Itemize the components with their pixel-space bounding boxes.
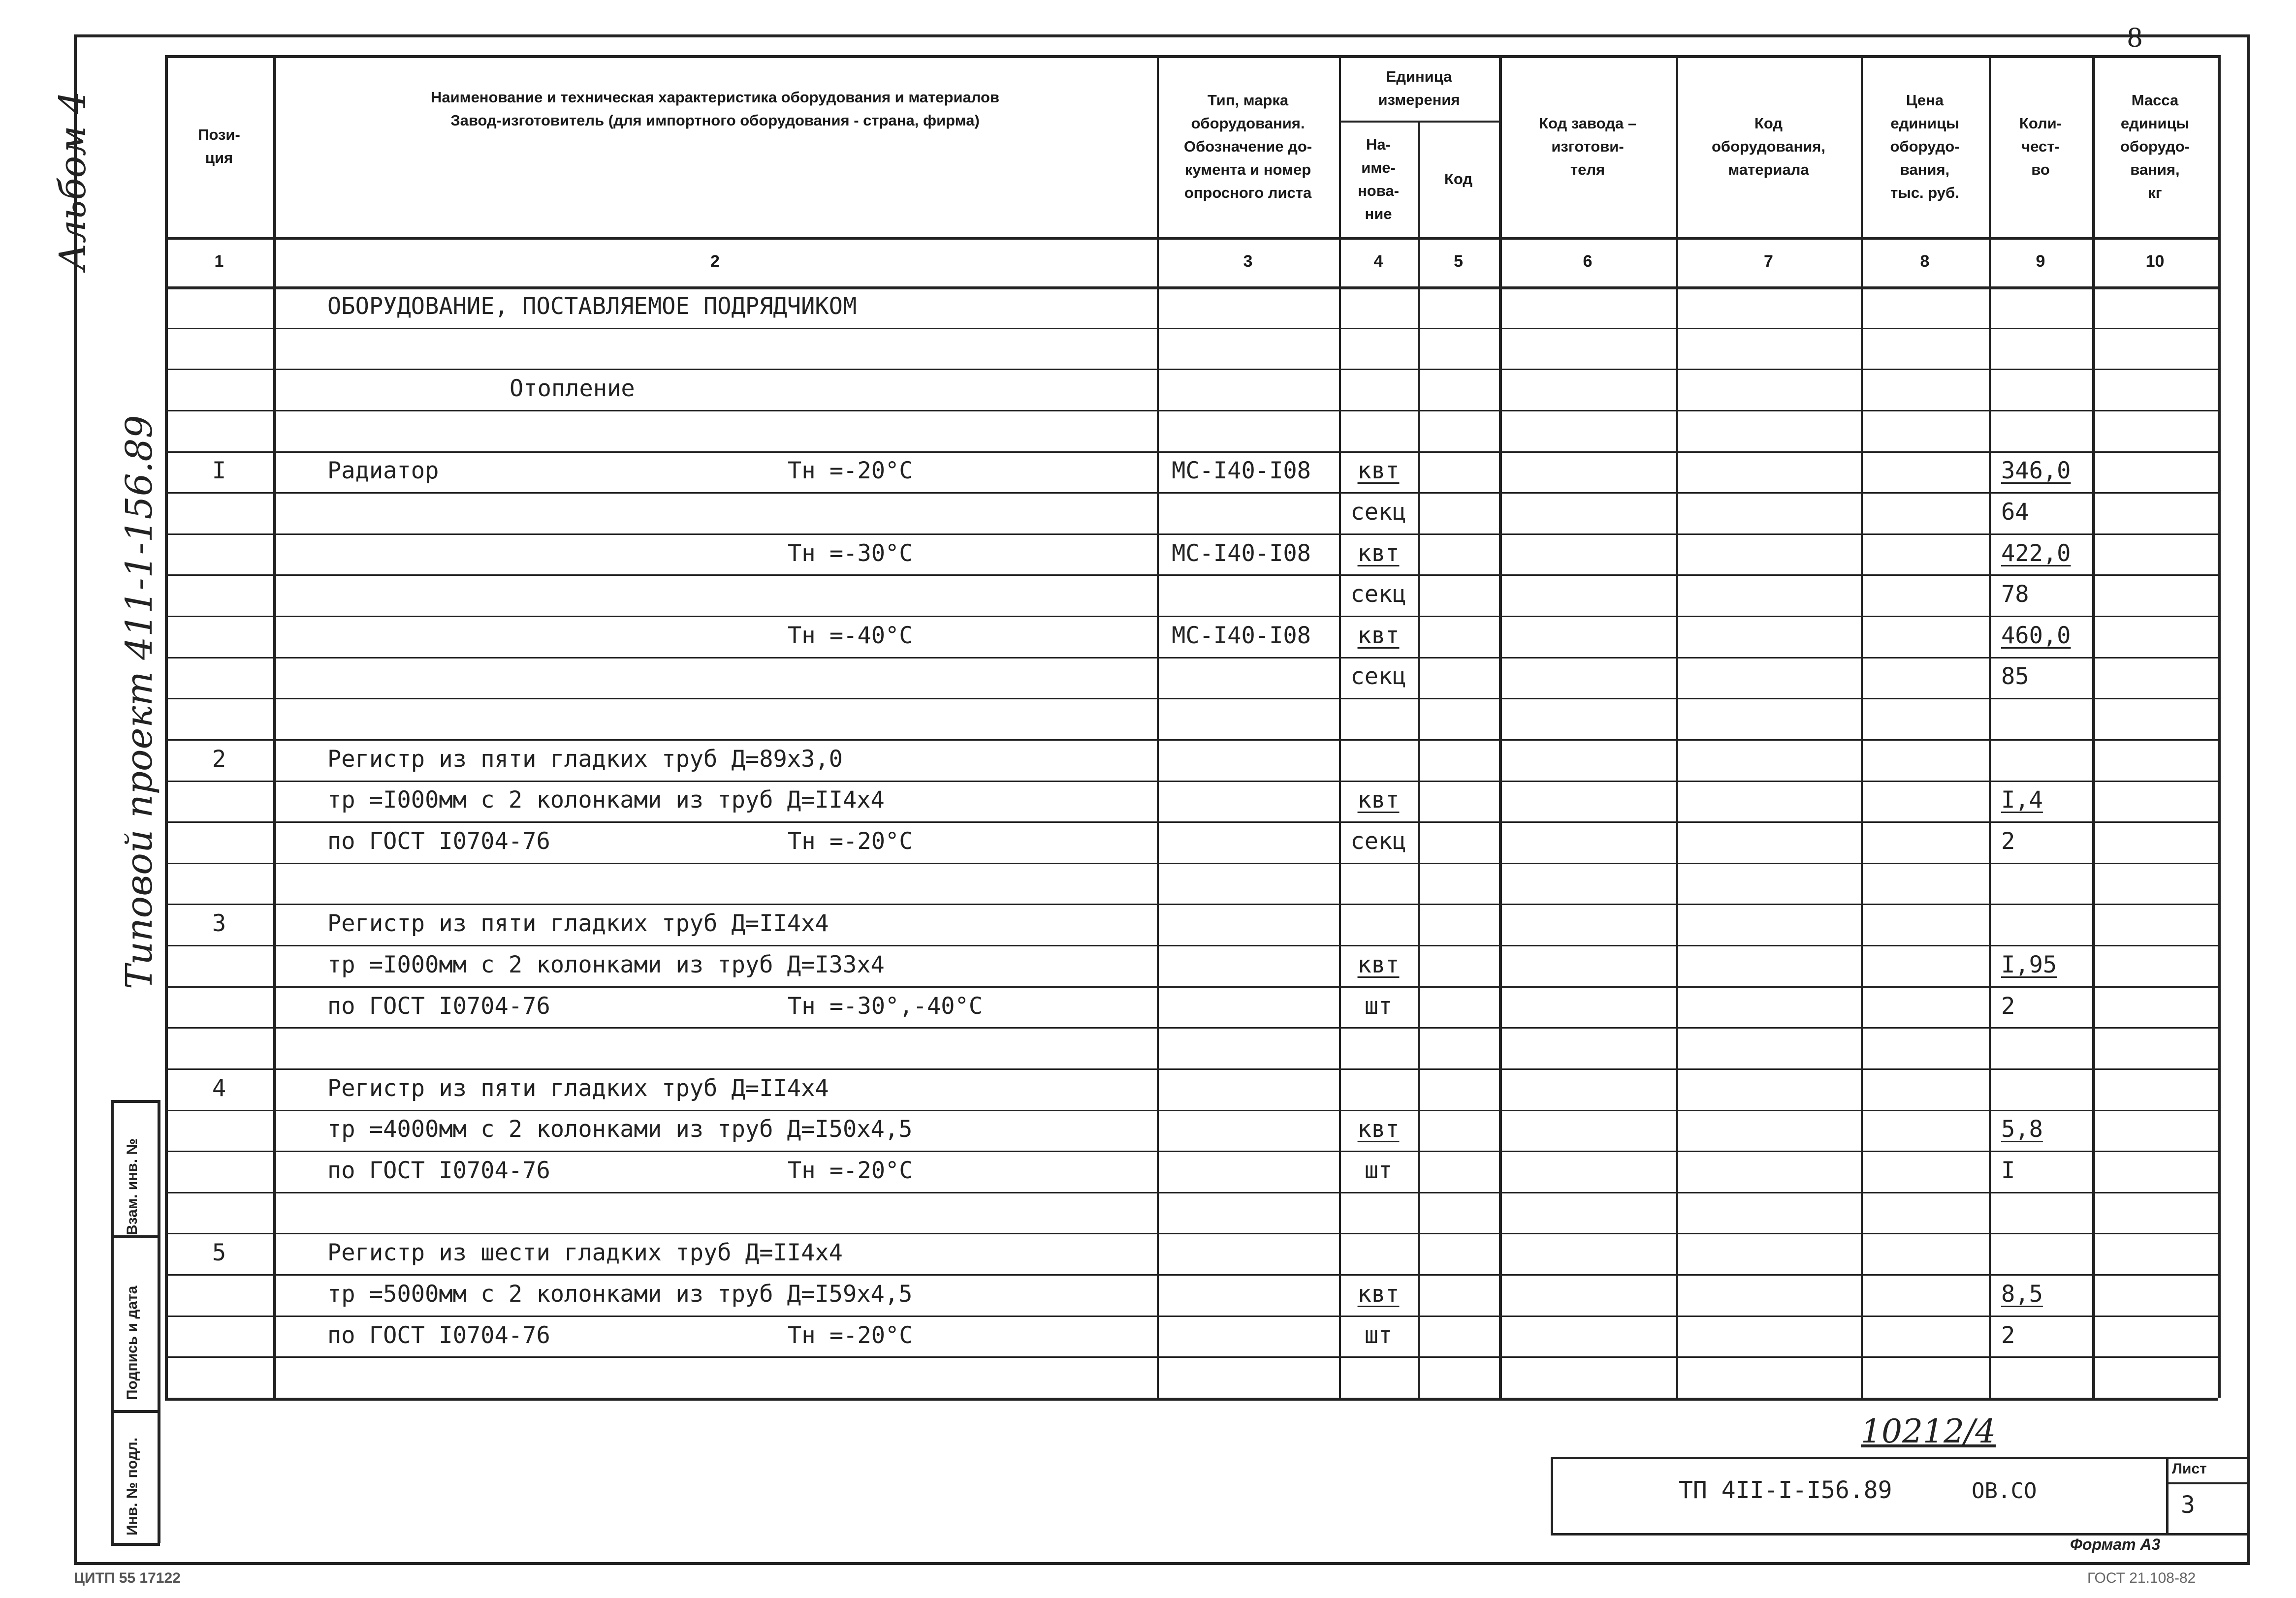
doc-mark: ОВ.СО bbox=[1972, 1478, 2037, 1504]
column-number: 6 bbox=[1583, 252, 1593, 271]
equipment-type: МС-I40-I08 bbox=[1172, 540, 1311, 567]
header-unit-code: Код bbox=[1444, 170, 1473, 188]
sheet-label: Лист bbox=[2172, 1461, 2207, 1477]
column-number: 1 bbox=[214, 252, 224, 271]
design-temperature: Тн =-20°С bbox=[788, 457, 913, 484]
item-name: Регистр из пяти гладких труб Д=89х3,0 bbox=[327, 746, 843, 773]
column-number: 5 bbox=[1454, 252, 1463, 271]
stamp-signature-date: Подпись и дата bbox=[124, 1285, 140, 1400]
unit-name: секц bbox=[1350, 499, 1406, 526]
quantity-value: 5,8 bbox=[2001, 1116, 2043, 1143]
quantity-value: 460,0 bbox=[2001, 622, 2071, 649]
format-label: Формат А3 bbox=[2070, 1535, 2161, 1553]
item-name: тр =I000мм с 2 колонками из труб Д=II4х4 bbox=[327, 786, 885, 814]
margin-project: Типовой проект 411-1-156.89 bbox=[118, 415, 160, 989]
quantity-value: 2 bbox=[2001, 828, 2015, 855]
header-equipment-code: Код оборудования, материала bbox=[1711, 114, 1825, 178]
item-name: Регистр из пяти гладких труб Д=II4х4 bbox=[327, 1075, 829, 1102]
header-unit: Единица измерения bbox=[1378, 67, 1460, 108]
header-price: Цена единицы оборудо- вания, тыс. руб. bbox=[1890, 91, 1960, 201]
quantity-value: 8,5 bbox=[2001, 1281, 2043, 1308]
header-mass: Масса единицы оборудо- вания, кг bbox=[2120, 91, 2190, 201]
design-temperature: Тн =-20°С bbox=[788, 1322, 913, 1349]
design-temperature: Тн =-20°С bbox=[788, 1157, 913, 1184]
item-name: Радиатор bbox=[327, 457, 439, 484]
doc-code: ТП 4II-I-I56.89 bbox=[1679, 1476, 1892, 1504]
design-temperature: Тн =-20°С bbox=[788, 828, 913, 855]
column-number: 9 bbox=[2036, 252, 2045, 271]
unit-name: секц bbox=[1350, 663, 1406, 690]
design-temperature: Тн =-30°С bbox=[788, 540, 913, 567]
quantity-value: 2 bbox=[2001, 1322, 2015, 1349]
stamp-original-inv: Инв. № подл. bbox=[124, 1437, 140, 1535]
item-name: тр =5000мм с 2 колонками из труб Д=I59х4,5 bbox=[327, 1281, 913, 1308]
item-name: по ГОСТ I0704-76 bbox=[327, 828, 550, 855]
header-factory-code: Код завода – изготови- теля bbox=[1539, 114, 1636, 178]
header-type: Тип, марка оборудования. Обозначение до- кумента и номер опросного листа bbox=[1183, 91, 1312, 201]
quantity-value: 2 bbox=[2001, 993, 2015, 1020]
section-heading: ОБОРУДОВАНИЕ, ПОСТАВЛЯЕМОЕ ПОДРЯДЧИКОМ bbox=[327, 293, 857, 320]
unit-name: квт bbox=[1357, 540, 1400, 567]
page-number: 8 bbox=[2127, 24, 2143, 53]
item-name: по ГОСТ I0704-76 bbox=[327, 1157, 550, 1184]
item-name: по ГОСТ I0704-76 bbox=[327, 993, 550, 1020]
column-number: 2 bbox=[710, 252, 720, 271]
footer-org: ЦИТП 55 17122 bbox=[74, 1570, 181, 1586]
header-name: Наименование и техническая характеристика оборудования и материалов Завод-изготовитель (для импортного оборудования - страна, фирма) bbox=[430, 89, 1000, 129]
footer-gost: ГОСТ 21.108-82 bbox=[2087, 1570, 2196, 1586]
column-number: 7 bbox=[1764, 252, 1773, 271]
item-name: Регистр из пяти гладких труб Д=II4х4 bbox=[327, 910, 829, 937]
quantity-value: 346,0 bbox=[2001, 457, 2071, 484]
unit-name: квт bbox=[1357, 1116, 1400, 1143]
sheet-number: 3 bbox=[2181, 1491, 2195, 1519]
position-number: 5 bbox=[212, 1239, 226, 1266]
header-position: Пози- ция bbox=[198, 126, 240, 166]
unit-name: шт bbox=[1364, 1157, 1393, 1184]
position-number: I bbox=[212, 457, 226, 484]
design-temperature: Тн =-30°,-40°С bbox=[788, 993, 983, 1020]
column-number: 8 bbox=[1920, 252, 1930, 271]
quantity-value: 85 bbox=[2001, 663, 2029, 690]
quantity-value: 422,0 bbox=[2001, 540, 2071, 567]
quantity-value: 78 bbox=[2001, 581, 2029, 608]
column-number: 10 bbox=[2145, 252, 2165, 271]
equipment-type: МС-I40-I08 bbox=[1172, 457, 1311, 484]
equipment-type: МС-I40-I08 bbox=[1172, 622, 1311, 649]
item-name: Регистр из шести гладких труб Д=II4х4 bbox=[327, 1239, 843, 1266]
unit-name: шт bbox=[1364, 993, 1393, 1020]
unit-name: квт bbox=[1357, 622, 1400, 649]
column-number: 4 bbox=[1373, 252, 1383, 271]
quantity-value: 64 bbox=[2001, 499, 2029, 526]
unit-name: квт bbox=[1357, 1281, 1400, 1308]
quantity-value: I,95 bbox=[2001, 951, 2057, 978]
design-temperature: Тн =-40°С bbox=[788, 622, 913, 649]
unit-name: квт bbox=[1357, 457, 1400, 484]
unit-name: секц bbox=[1350, 581, 1406, 608]
title-block bbox=[1551, 1457, 2250, 1535]
unit-name: шт bbox=[1364, 1322, 1393, 1349]
unit-name: секц bbox=[1350, 828, 1406, 855]
stamp-replace-inv: Взам. инв. № bbox=[124, 1138, 140, 1235]
quantity-value: I,4 bbox=[2001, 786, 2043, 814]
unit-name: квт bbox=[1357, 951, 1400, 978]
handwritten-number: 10212/4 bbox=[1861, 1412, 1996, 1450]
unit-name: квт bbox=[1357, 786, 1400, 814]
item-name: тр =4000мм с 2 колонками из труб Д=I50х4,5 bbox=[327, 1116, 913, 1143]
header-unit-name: На- име- нова- ние bbox=[1358, 135, 1399, 222]
item-name: по ГОСТ I0704-76 bbox=[327, 1322, 550, 1349]
position-number: 2 bbox=[212, 746, 226, 773]
item-name: тр =I000мм с 2 колонками из труб Д=I33х4 bbox=[327, 951, 885, 978]
header-quantity: Коли- чест- во bbox=[2019, 114, 2062, 178]
subsection-title: Отопление bbox=[510, 375, 635, 402]
position-number: 4 bbox=[212, 1075, 226, 1102]
margin-album: Альбом 4 bbox=[52, 91, 94, 271]
column-number: 3 bbox=[1243, 252, 1253, 271]
position-number: 3 bbox=[212, 910, 226, 937]
quantity-value: I bbox=[2001, 1157, 2015, 1184]
